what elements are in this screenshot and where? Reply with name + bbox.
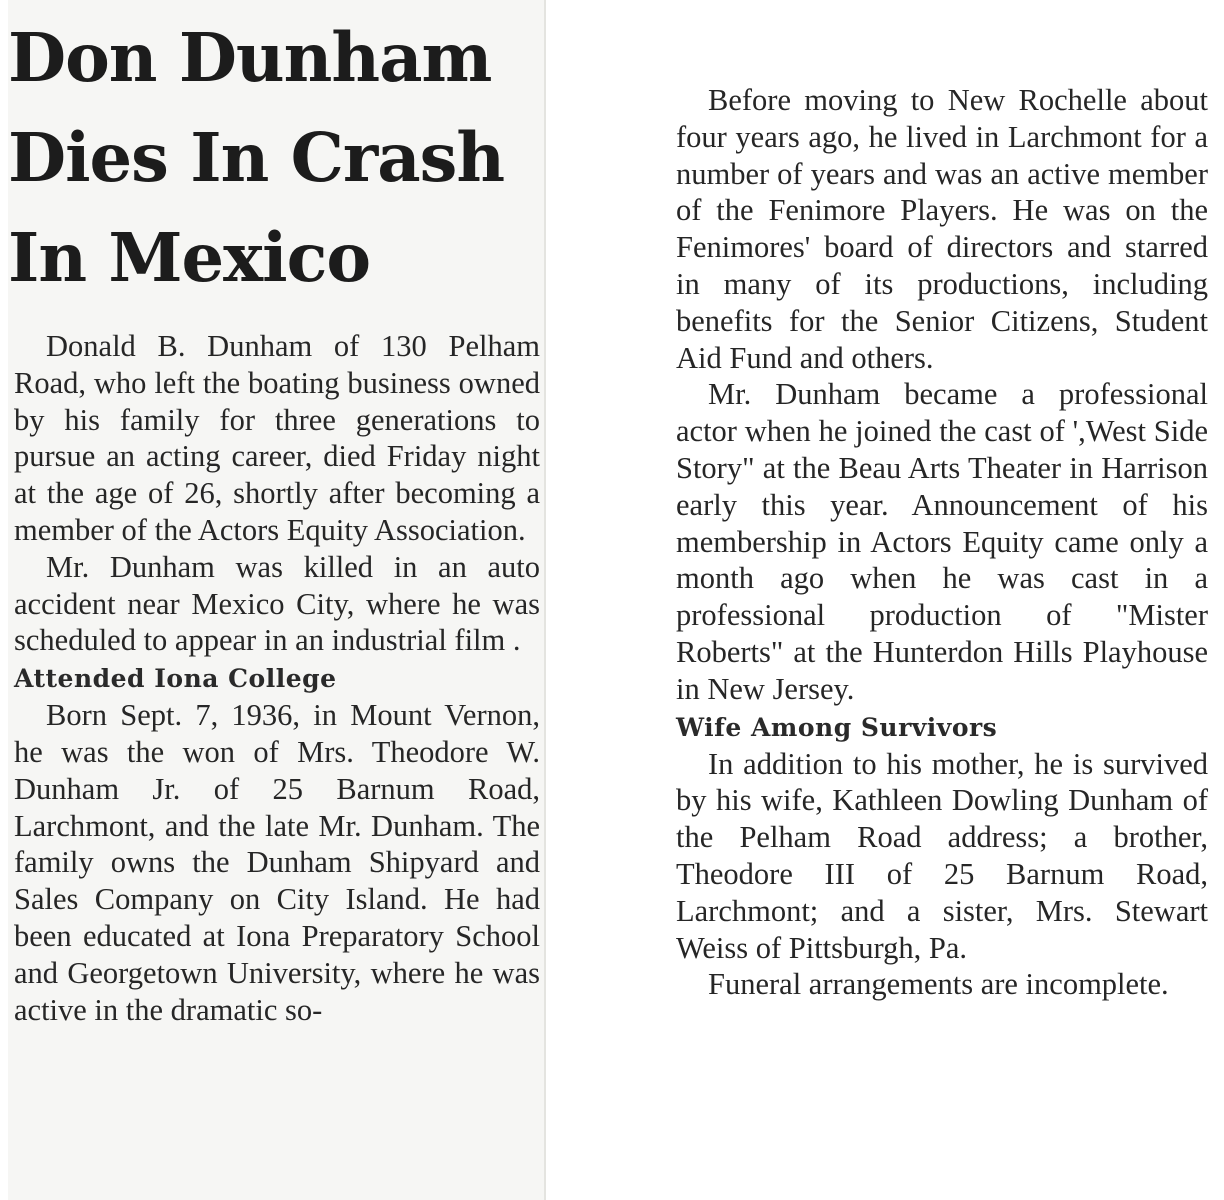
subheading-iona-college: Attended Iona College <box>14 664 337 694</box>
article-paragraph: In addition to his mother, he is survived by his wife, Kathleen Dowling Dunham of the Pelham Road address; a brother, Theodore III of 25 Barnum Road, Larchmont; and a sister, Mrs. Stewart Weiss of Pittsburgh, Pa. <box>676 746 1208 965</box>
article-paragraph: Donald B. Dunham of 130 Pelham Road, who left the boating business owned by his family for three generations to pursue an acting career, died Friday night at the age of 26, shortly after becoming a member of the Actors Equity Association. <box>14 329 540 547</box>
headline-line-3: In Mexico <box>8 218 371 297</box>
right-article-body <box>676 82 1208 1003</box>
left-column <box>8 0 544 1200</box>
headline-line-1: Don Dunham <box>8 18 492 97</box>
headline <box>8 8 544 308</box>
article-paragraph: Born Sept. 7, 1936, in Mount Vernon, he was the won of Mrs. Theodore W. Dunham Jr. of 25 Barnum Road, Larchmont, and the late Mr. Dunham. The family owns the Dunham Shipyard and Sales Company on City Island. He had been educated at Iona Preparatory School and Georgetown University, where he was active in the dramatic so- <box>14 698 540 1027</box>
article-paragraph: Before moving to New Rochelle about four years ago, he lived in Larchmont for a number of years and was an active member of the Fenimore Players. He was on the Fenimores' board of directors and starred in many of its productions, including benefits for the Senior Citizens, Student Aid Fund and others. <box>676 83 1208 375</box>
subheading-survivors: Wife Among Survivors <box>676 712 998 742</box>
headline-line-2: Dies In Crash <box>8 118 505 197</box>
article-paragraph: Mr. Dunham was killed in an auto accident near Mexico City, where he was scheduled to appear in an industrial film . <box>14 549 540 658</box>
left-article-body <box>14 328 540 1028</box>
article-paragraph: Funeral arrangements are incomplete. <box>708 967 1169 1002</box>
column-divider <box>544 0 546 1200</box>
right-column <box>664 0 1220 1200</box>
article-paragraph: Mr. Dunham became a professional actor when he joined the cast of ',West Side Story" at the Beau Arts Theater in Harrison early this year. Announcement of his membership in Actors Equity came only a month ago when he was cast in a professional production of "Mister Roberts" at the Hunterdon Hills Playhouse in New Jersey. <box>676 377 1208 706</box>
